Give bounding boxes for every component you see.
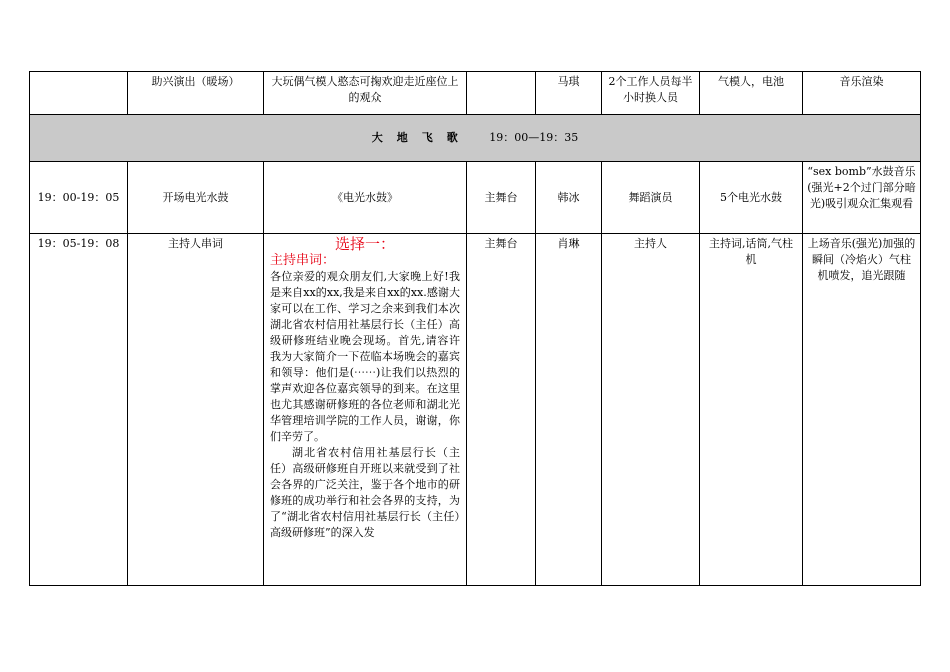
effects-cell: 音乐渲染 bbox=[803, 72, 921, 115]
location-cell: 主舞台 bbox=[467, 162, 536, 234]
owner-cell: 韩冰 bbox=[536, 162, 602, 234]
time-cell bbox=[30, 72, 128, 115]
section-banner-row bbox=[30, 115, 921, 162]
content-cell: 大玩偶气模人憨态可掬欢迎走近座位上的观众 bbox=[264, 72, 467, 115]
location-cell bbox=[467, 72, 536, 115]
time-cell: 19：00-19：05 bbox=[30, 162, 128, 234]
table-row bbox=[30, 162, 921, 234]
script-paragraph: 各位亲爱的观众朋友们,大家晚上好!我是来自xx的xx,我是来自xx的xx.感谢大家可以在工作、学习之余来到我们本次湖北省农村信用社基层行长（主任）高级研修班结业晚会现场。首先,请容许我为大家简介一下莅临本场晚会的嘉宾和领导：他们是(⋯⋯)让我们以热烈的掌声欢迎各位嘉宾领导的到来。在这里也尤其感谢研修班的各位老师和湖北光华管理培训学院的工作人员，谢谢，你们辛劳了。 bbox=[270, 270, 460, 443]
time-cell: 19：05-19：08 bbox=[30, 234, 128, 586]
staff-cell: 舞蹈演员 bbox=[602, 162, 700, 234]
section-time: 19：00—19：35 bbox=[489, 131, 579, 144]
program-cell: 主持人串词 bbox=[128, 234, 264, 586]
script-label: 主持串词： bbox=[270, 253, 336, 268]
props-cell: 5个电光水鼓 bbox=[700, 162, 803, 234]
section-title: 大地飞歌 bbox=[371, 131, 472, 144]
props-cell: 主持词,话筒,气柱机 bbox=[700, 234, 803, 586]
program-cell: 开场电光水鼓 bbox=[128, 162, 264, 234]
props-cell: 气模人，电池 bbox=[700, 72, 803, 115]
section-banner bbox=[30, 115, 921, 162]
owner-cell: 马琪 bbox=[536, 72, 602, 115]
effects-cell: “sex bomb”水鼓音乐(强光+2个过门部分暗光)吸引观众汇集观看 bbox=[803, 162, 921, 234]
staff-cell: 2个工作人员每半小时换人员 bbox=[602, 72, 700, 115]
program-cell: 助兴演出（暖场） bbox=[128, 72, 264, 115]
location-cell: 主舞台 bbox=[467, 234, 536, 586]
table-row bbox=[30, 234, 921, 586]
table-row bbox=[30, 72, 921, 115]
program-schedule-table bbox=[29, 71, 921, 586]
script-cell bbox=[264, 234, 467, 586]
staff-cell: 主持人 bbox=[602, 234, 700, 586]
option-title: 选择一： bbox=[334, 235, 395, 253]
effects-cell: 上场音乐(强光)加强的瞬间（冷焰火）气柱机喷发，追光跟随 bbox=[803, 234, 921, 586]
script-paragraph: 湖北省农村信用社基层行长（主任）高级研修班自开班以来就受到了社会各界的广泛关注，鉴于各个地市的研修班的成功举行和社会各界的支持，为了“湖北省农村信用社基层行长（主任）高级研修班”的深入发 bbox=[270, 446, 460, 539]
content-cell: 《电光水鼓》 bbox=[264, 162, 467, 234]
owner-cell: 肖琳 bbox=[536, 234, 602, 586]
